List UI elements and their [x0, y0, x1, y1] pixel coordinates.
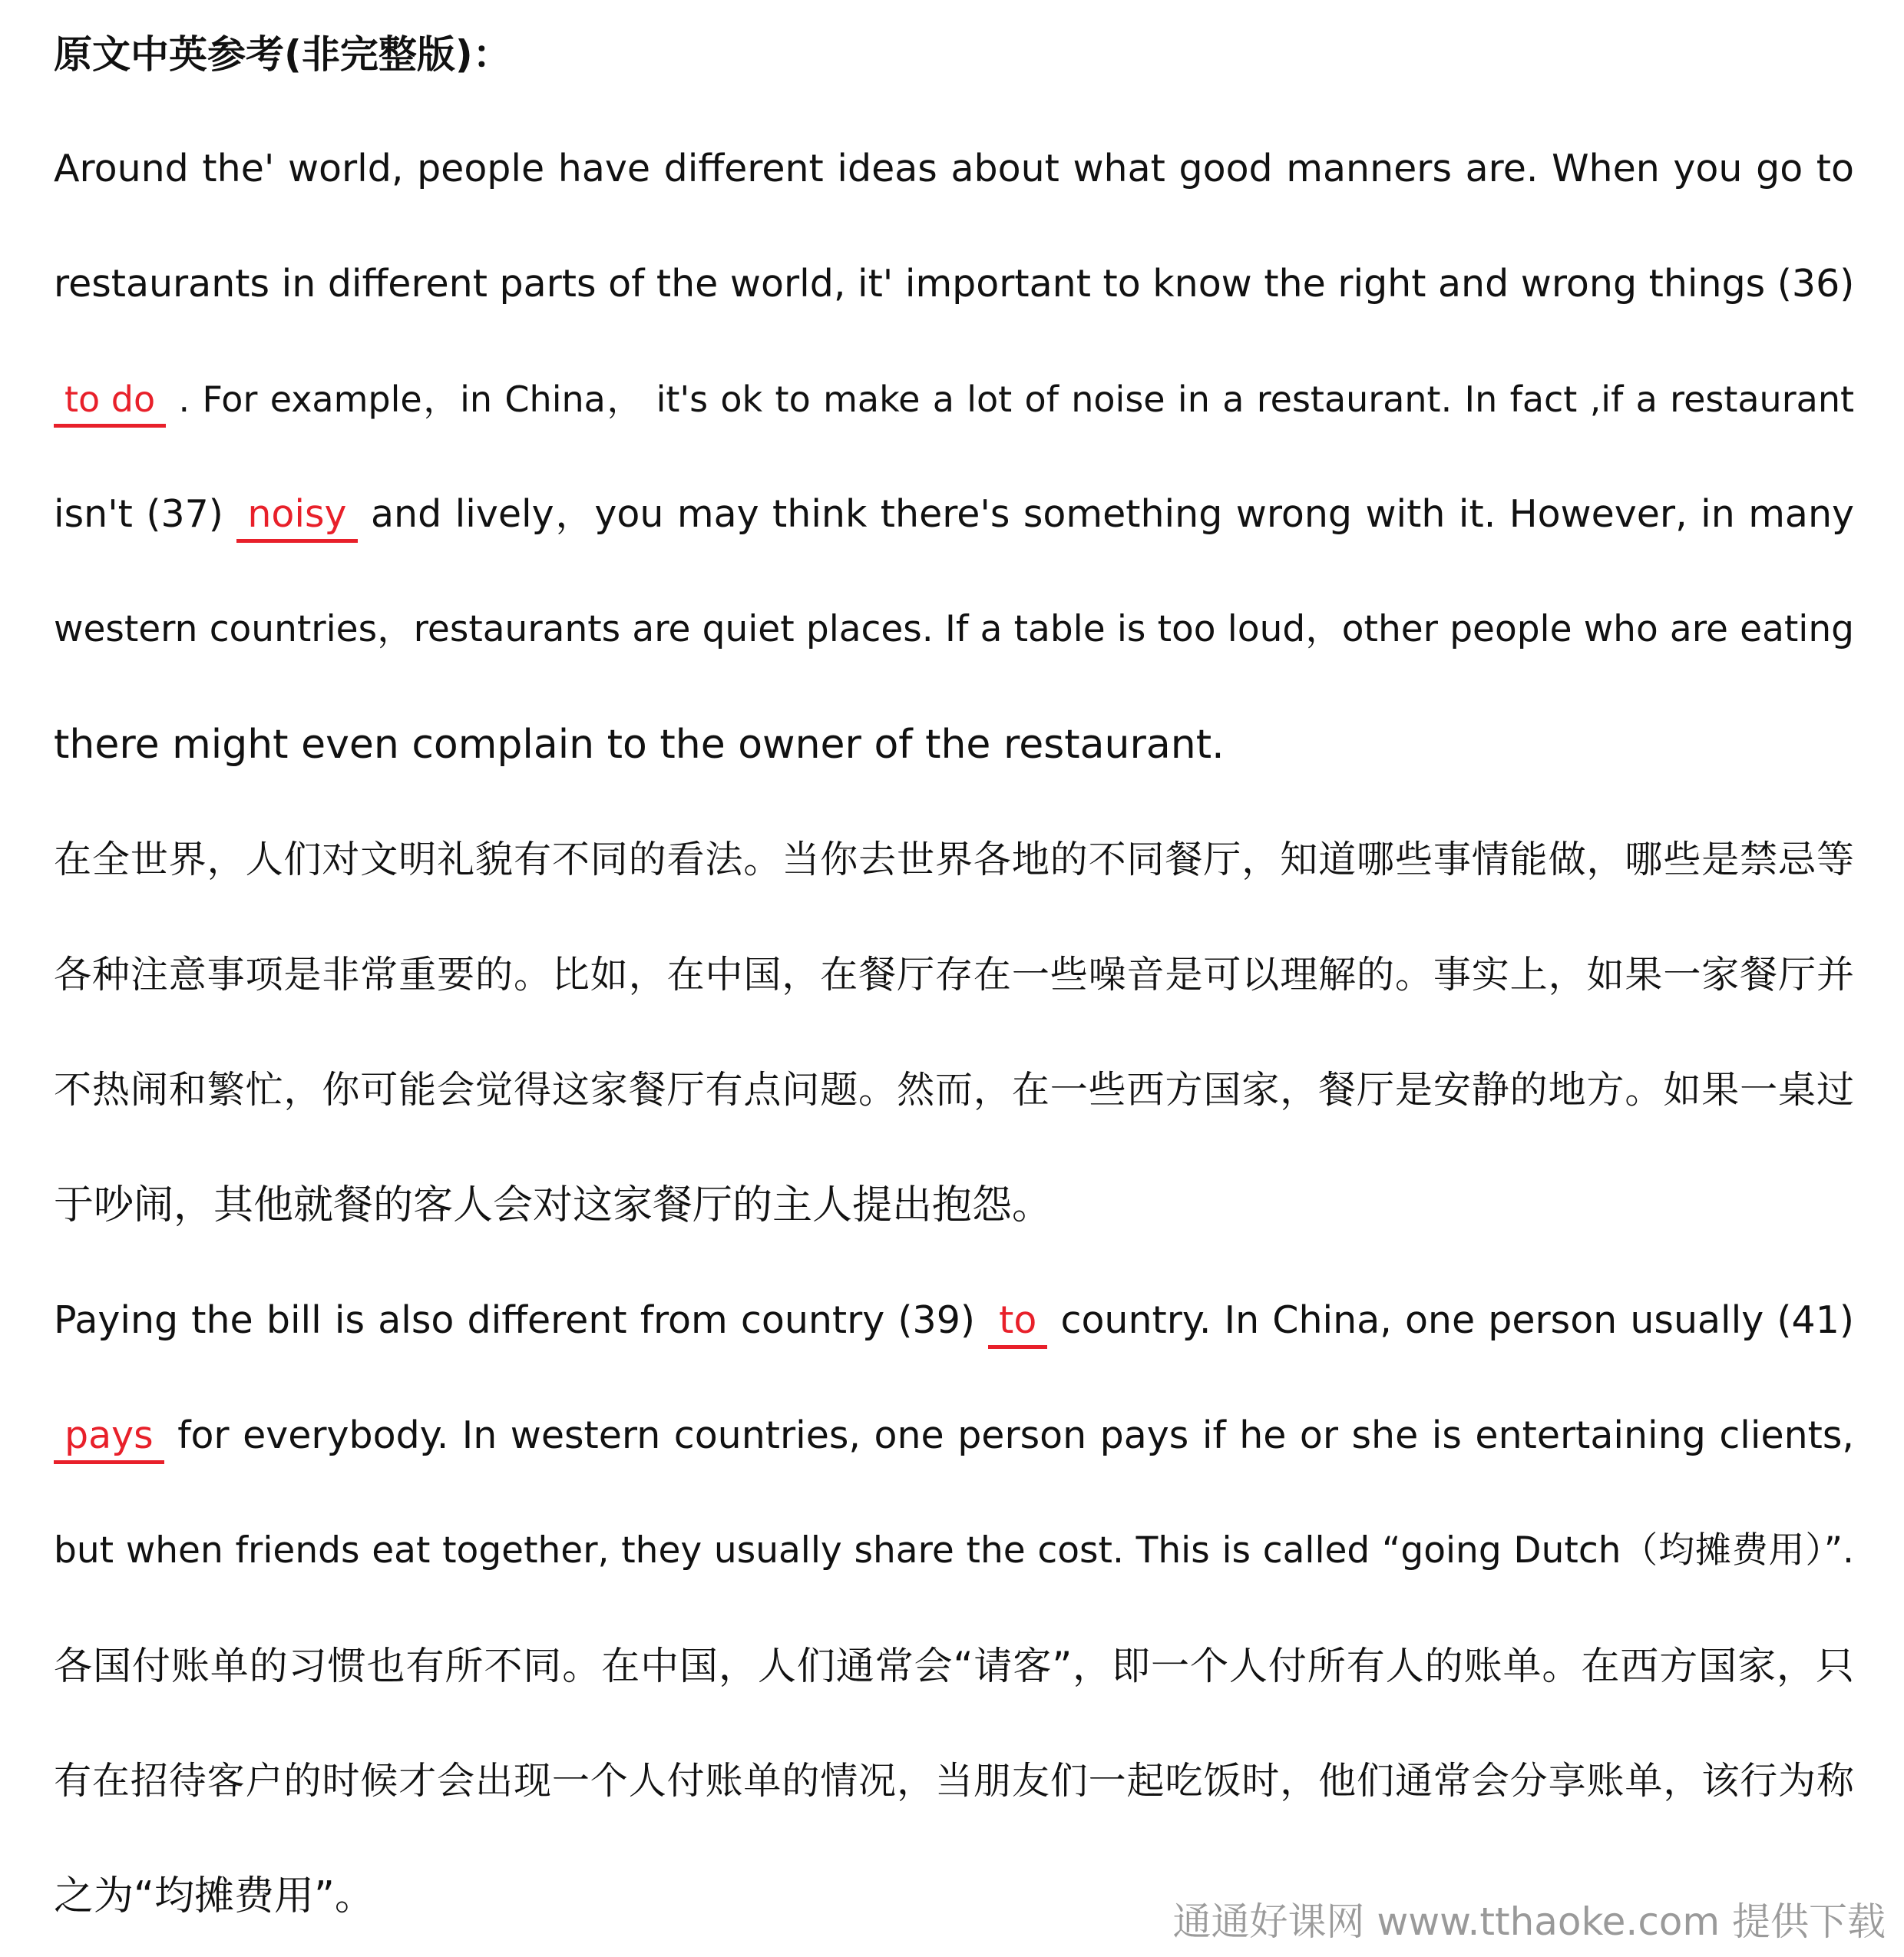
english-line: Around the' world, people have different ideas about what good manners are. When you go to [54, 147, 1854, 190]
answer-blank-36: to do [54, 375, 166, 428]
english-text: country. In China, one person usually (41) [1060, 1298, 1854, 1342]
english-line: there might even complain to the owner of the restaurant. [54, 722, 1225, 768]
chinese-line: 有在招待客户的时候才会出现一个人付账单的情况，当朋友们一起吃饭时，他们通常会分享账单，该行为称 [54, 1759, 1854, 1803]
english-line [54, 484, 1854, 545]
answer-blank-37: noisy [236, 490, 357, 543]
english-text: Paying the bill is also different from country (39) [54, 1298, 976, 1342]
english-text: and lively，you may think there's something wrong with it. However, in many [371, 492, 1855, 536]
answer-blank-41: pays [54, 1411, 164, 1464]
english-line: restaurants in different parts of the world, it' important to know the right and wrong things (36) [54, 262, 1855, 306]
chinese-line: 各种注意事项是非常重要的。比如，在中国，在餐厅存在一些噪音是可以理解的。事实上，如果一家餐厅并 [54, 953, 1854, 997]
english-line [54, 1290, 1854, 1351]
watermark-text: 通通好课网 www.tthaoke.com 提供下载 [1172, 1899, 1886, 1944]
english-line: but when friends eat together, they usually share the cost. This is called “going Dutch（均摊费用）”. [54, 1529, 1854, 1572]
english-line [54, 1405, 1854, 1466]
chinese-line: 各国付账单的习惯也有所不同。在中国，人们通常会“请客”，即一个人付所有人的账单。在西方国家，只 [54, 1644, 1854, 1688]
english-line: western countries，restaurants are quiet places. If a table is too loud，other people who are eating [54, 608, 1854, 650]
english-text: . For example，in China， it's ok to make a lot of noise in a restaurant. In fact ,if a restaurant [178, 379, 1855, 420]
page-title: 原文中英参考(非完整版)： [54, 32, 511, 77]
english-text: isn't (37) [54, 492, 223, 536]
chinese-line: 于吵闹，其他就餐的客人会对这家餐厅的主人提出抱怨。 [54, 1182, 1053, 1228]
answer-blank-39: to [988, 1296, 1047, 1349]
chinese-line: 不热闹和繁忙，你可能会觉得这家餐厅有点问题。然而，在一些西方国家，餐厅是安静的地方。如果一桌过 [54, 1068, 1854, 1112]
english-text: for everybody. In western countries, one person pays if he or she is entertaining clients, [177, 1413, 1854, 1457]
chinese-line: 在全世界，人们对文明礼貌有不同的看法。当你去世界各地的不同餐厅，知道哪些事情能做，哪些是禁忌等 [54, 838, 1854, 881]
english-line [54, 369, 1854, 430]
chinese-line: 之为“均摊费用”。 [54, 1873, 375, 1919]
